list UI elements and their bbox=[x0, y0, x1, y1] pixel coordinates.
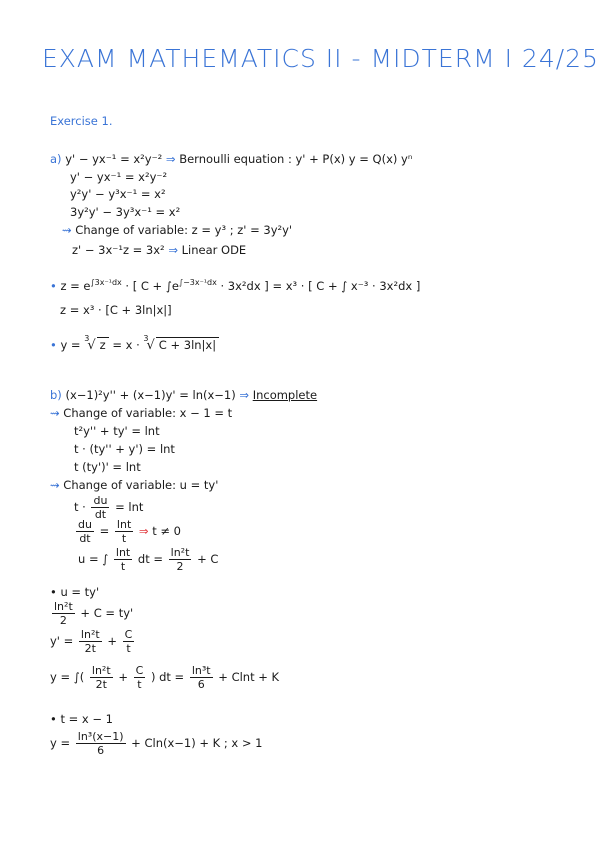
fraction: $\frac{\ln t}{t}$ bbox=[115, 546, 131, 573]
root-index: 3 bbox=[143, 334, 149, 343]
part-a-line-1 bbox=[50, 152, 412, 166]
equation: + bbox=[118, 670, 128, 684]
radicand: z bbox=[97, 337, 109, 352]
equation: dt = bbox=[137, 552, 163, 566]
equation: z' − 3x⁻¹z = 3x² bbox=[72, 243, 165, 257]
fraction: $\frac{du}{dt}$ bbox=[78, 518, 92, 545]
part-b-line-14: • t = x − 1 bbox=[50, 712, 113, 726]
equation: y' − yx⁻¹ = x²y⁻² bbox=[65, 152, 163, 166]
equation: u = ty' bbox=[179, 478, 219, 492]
fraction: $\frac{\text{ln³t}}{6}$ bbox=[191, 664, 211, 691]
fraction: $\frac{\ln t}{t}$ bbox=[116, 518, 132, 545]
part-b-line-13 bbox=[50, 664, 279, 691]
equation: + bbox=[107, 634, 117, 648]
note-text: Change of variable: bbox=[63, 406, 176, 420]
part-b-line-15 bbox=[50, 730, 262, 757]
part-b-line-1 bbox=[50, 388, 317, 402]
exponent: ∫−3x⁻¹dx bbox=[178, 278, 217, 287]
equation: ) dt = bbox=[150, 670, 185, 684]
part-b-line-3: t²y'' + ty' = lnt bbox=[74, 424, 160, 438]
fraction: $\frac{\text{ln²t}}{2}$ bbox=[54, 600, 73, 627]
implies-arrow: ⇒ bbox=[138, 524, 149, 538]
part-a-line-9: • y = $^3$√ z = x · $^3$√ C + 3ln|x| bbox=[50, 332, 219, 353]
part-a-line-4: 3y²y' − 3y³x⁻¹ = x² bbox=[70, 205, 181, 219]
leads-to-arrow: ⇝ bbox=[62, 223, 72, 237]
equation: · [ C + ∫e bbox=[125, 278, 179, 293]
equation: + Clnt + K bbox=[218, 670, 280, 684]
part-b-line-5: t (ty')' = lnt bbox=[74, 460, 141, 474]
implies-arrow: ⇒ bbox=[165, 152, 176, 166]
fraction: $\frac{C}{t}$ bbox=[124, 628, 133, 655]
equation: x − 1 = t bbox=[179, 406, 233, 420]
part-a-line-2: y' − yx⁻¹ = x²y⁻² bbox=[70, 170, 168, 184]
equation: (x−1)²y'' + (x−1)y' = ln(x−1) bbox=[65, 388, 236, 402]
leads-to-arrow: ⇝ bbox=[50, 478, 60, 492]
equation: z = e bbox=[60, 278, 91, 293]
fraction: $\frac{du}{dt}$ bbox=[93, 494, 108, 521]
equation: t · bbox=[74, 500, 86, 514]
part-a-line-7 bbox=[50, 276, 420, 293]
equation: + Cln(x−1) + K ; x > 1 bbox=[131, 736, 263, 750]
root-index: 3 bbox=[84, 334, 90, 343]
page-title: EXAM MATHEMATICS II - MIDTERM I 24/25 bbox=[42, 44, 599, 73]
equation: y' + P(x) y = Q(x) yⁿ bbox=[295, 152, 413, 166]
equation: = x · bbox=[112, 338, 140, 352]
part-b-line-11 bbox=[50, 600, 133, 627]
part-a-line-8: z = x³ · [C + 3ln|x|] bbox=[60, 303, 172, 317]
exercise-heading: Exercise 1. bbox=[50, 114, 113, 128]
bullet: • bbox=[50, 278, 57, 293]
equation: z = y³ ; z' = 3y²y' bbox=[191, 223, 293, 237]
fraction: $\frac{\text{ln³(x−1)}}{6}$ bbox=[77, 730, 124, 757]
equation: y = bbox=[60, 338, 81, 352]
implies-arrow: ⇒ bbox=[239, 388, 250, 402]
fraction: $\frac{\text{ln²t}}{2}$ bbox=[170, 546, 190, 573]
note-text: Change of variable: bbox=[75, 223, 188, 237]
part-b-line-8 bbox=[74, 518, 181, 545]
equation: · 3x²dx ] = x³ · [ C + ∫ x⁻³ · 3x²dx ] bbox=[220, 278, 421, 293]
exponent: ∫3x⁻¹dx bbox=[90, 278, 122, 287]
part-b-line-7 bbox=[74, 494, 143, 521]
note-text: Linear ODE bbox=[181, 243, 247, 257]
note-text: Bernoulli equation : bbox=[179, 152, 292, 166]
equation: u = ∫ bbox=[78, 552, 109, 566]
part-b-line-10: • u = ty' bbox=[50, 585, 100, 599]
part-b-line-2 bbox=[50, 406, 232, 420]
equation: y' = bbox=[50, 634, 74, 648]
part-a-line-5 bbox=[62, 223, 292, 237]
bullet: • bbox=[50, 338, 57, 352]
radicand: C + 3ln|x| bbox=[156, 337, 219, 352]
fraction: $\frac{\text{ln²t}}{2t}$ bbox=[91, 664, 111, 691]
fraction: $\frac{C}{t}$ bbox=[135, 664, 144, 691]
part-a-label: a) bbox=[50, 152, 62, 166]
part-b-line-9 bbox=[78, 546, 218, 573]
equation: y = bbox=[50, 736, 71, 750]
equation: = bbox=[99, 524, 110, 538]
part-a-line-3: y²y' − y³x⁻¹ = x² bbox=[70, 187, 166, 201]
part-b-line-12 bbox=[50, 628, 136, 655]
equation: + C bbox=[197, 552, 219, 566]
part-b-label: b) bbox=[50, 388, 62, 402]
implies-arrow: ⇒ bbox=[168, 243, 178, 257]
condition: t ≠ 0 bbox=[152, 524, 181, 538]
note-text: Incomplete bbox=[252, 388, 318, 402]
equation: + C = ty' bbox=[80, 606, 134, 620]
fraction: $\frac{\text{ln²t}}{2t}$ bbox=[80, 628, 100, 655]
equation: y = ∫( bbox=[50, 670, 85, 684]
part-a-line-6 bbox=[72, 243, 246, 257]
equation: = lnt bbox=[115, 500, 144, 514]
part-b-line-6 bbox=[50, 478, 218, 492]
note-text: Change of variable: bbox=[63, 478, 176, 492]
leads-to-arrow: ⇝ bbox=[50, 406, 60, 420]
part-b-line-4: t · (ty'' + y') = lnt bbox=[74, 442, 175, 456]
